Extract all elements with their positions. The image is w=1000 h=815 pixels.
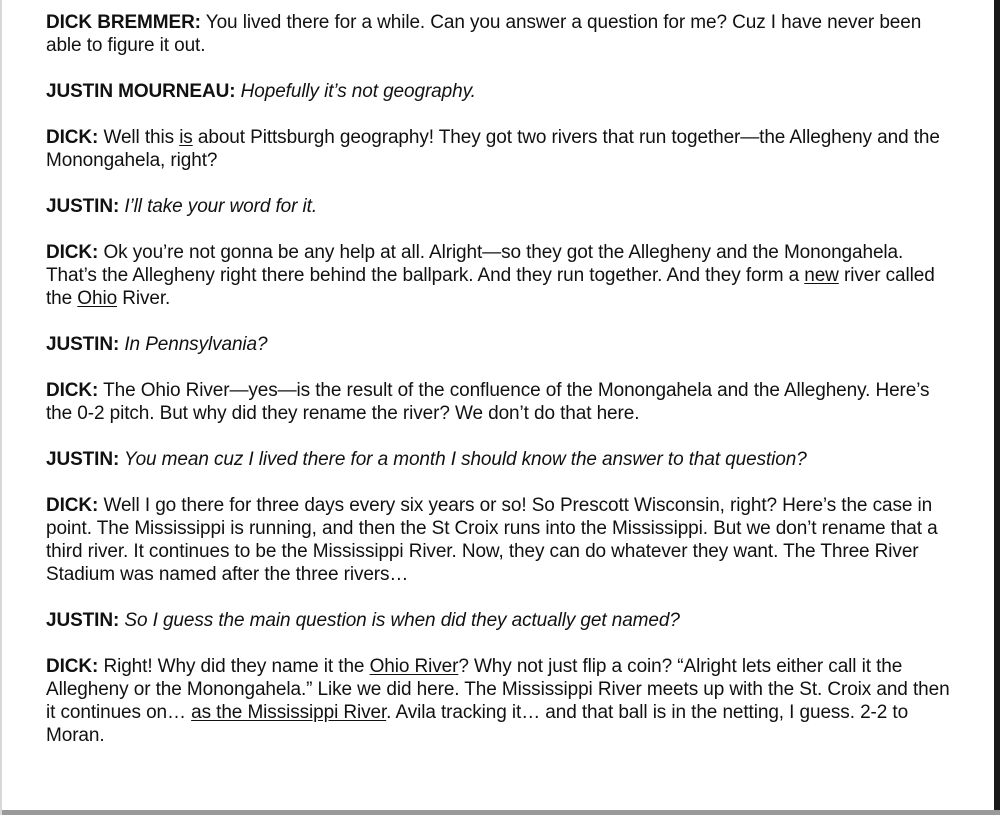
spoken-text: The Ohio River—yes—is the result of the confluence of the Monongahela and the Allegheny. Here’s the 0-2 pitch. But why did they rename the river? We don’t do that here. (46, 380, 930, 424)
spoken-text: Hopefully it’s not geography. (235, 81, 476, 102)
emphasis-underline: new (804, 265, 839, 286)
speaker-label: JUSTIN: (46, 196, 120, 217)
spoken-text: River. (117, 288, 171, 309)
transcript-paragraph (46, 379, 951, 425)
speaker-label: JUSTIN: (46, 449, 120, 470)
transcript-paragraph (46, 11, 951, 57)
spoken-text: . Avila tracking it… and that ball is in the netting, I guess. 2-2 to Moran. (46, 702, 909, 746)
spoken-text: river called the (46, 265, 935, 309)
transcript-paragraph (46, 494, 951, 586)
transcript-paragraph (46, 448, 951, 471)
speaker-label: DICK: (46, 127, 99, 148)
transcript-paragraph (46, 80, 951, 103)
transcript-paragraph (46, 195, 951, 218)
speaker-label: DICK: (46, 380, 99, 401)
spoken-text: So I guess the main question is when did they actually get named? (119, 610, 680, 631)
spoken-text: Ok you’re not gonna be any help at all. Alright—so they got the Allegheny and the Monongahela. That’s the Allegheny right there behind the ballpark. And they run together. And they form a (46, 242, 904, 286)
spoken-text: Well this (98, 127, 180, 148)
speaker-label: DICK BREMMER: (46, 12, 201, 33)
transcript-paragraph (46, 333, 951, 356)
emphasis-underline: as the Mississippi River (191, 702, 387, 723)
speaker-label: DICK: (46, 242, 99, 263)
spoken-text: You mean cuz I lived there for a month I should know the answer to that question? (119, 449, 807, 470)
spoken-text: ? Why not just flip a coin? “Alright lets either call it the Allegheny or the Monongahela.” Like we did here. The Mississippi River meets up with the St. Croix and then it continues on… (46, 656, 950, 723)
emphasis-underline: Ohio (77, 288, 118, 309)
spoken-text: You lived there for a while. Can you answer a question for me? Cuz I have never been able to figure it out. (46, 12, 922, 56)
emphasis-underline: Ohio River (369, 656, 459, 677)
spoken-text: Well I go there for three days every six years or so! So Prescott Wisconsin, right? Here’s the case in point. The Mississippi is running, and then the St Croix runs into the Mississippi. But we don’t rename that a third river. It continues to be the Mississippi River. Now, they can do whatever they want. The Three River Stadium was named after the three rivers… (46, 495, 938, 585)
speaker-label: JUSTIN: (46, 610, 120, 631)
spoken-text: In Pennsylvania? (119, 334, 268, 355)
speaker-label: JUSTIN: (46, 334, 120, 355)
spoken-text: Right! Why did they name it the (98, 656, 370, 677)
emphasis-underline: is (179, 127, 193, 148)
speaker-label: DICK: (46, 495, 99, 516)
bottom-edge-bar (2, 810, 1000, 815)
spoken-text: I’ll take your word for it. (119, 196, 318, 217)
spoken-text: about Pittsburgh geography! They got two rivers that run together—the Allegheny and the Monongahela, right? (46, 127, 940, 171)
transcript-paragraph (46, 126, 951, 172)
transcript-paragraph (46, 241, 951, 310)
transcript (46, 11, 951, 770)
speaker-label: JUSTIN MOURNEAU: (46, 81, 236, 102)
speaker-label: DICK: (46, 656, 99, 677)
transcript-paragraph (46, 655, 951, 747)
transcript-paragraph (46, 609, 951, 632)
